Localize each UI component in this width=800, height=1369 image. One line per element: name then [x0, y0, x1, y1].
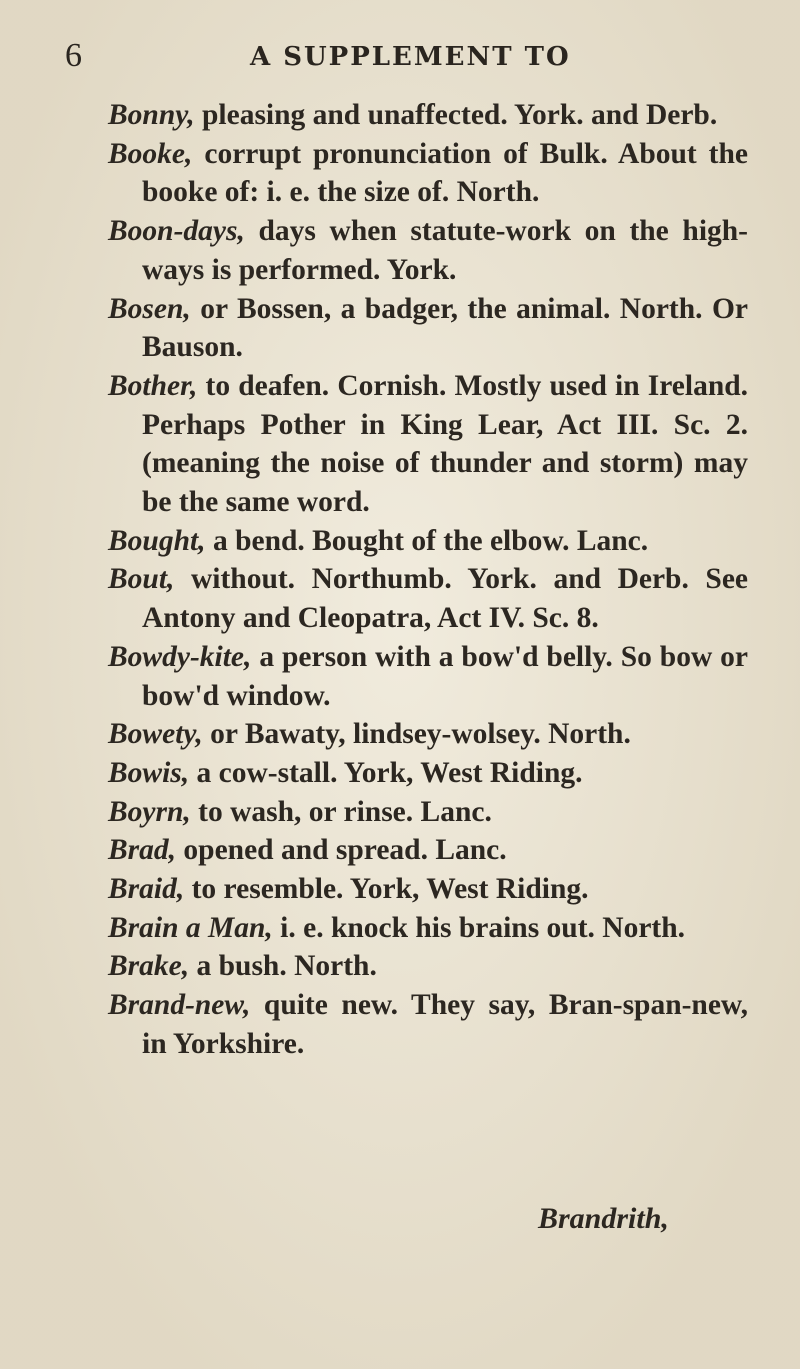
glossary-entry — [108, 947, 748, 986]
catchword: Brandrith, — [538, 1202, 669, 1235]
entry-headword: Bowis, — [108, 756, 190, 789]
glossary-entry — [108, 986, 748, 1063]
glossary-entry — [108, 560, 748, 637]
entry-headword: Brain a Man, — [108, 911, 273, 944]
entry-headword: Boon-days, — [108, 215, 245, 248]
running-head: A SUPPLEMENT TO — [250, 42, 571, 72]
glossary-entry — [108, 522, 748, 561]
glossary-entries — [108, 96, 748, 1064]
entry-definition: to resemble. York, West Riding. — [191, 873, 589, 906]
entry-definition: a bend. Bought of the elbow. Lanc. — [212, 524, 649, 557]
entry-headword: Bosen, — [108, 292, 191, 325]
glossary-entry — [108, 870, 748, 909]
entry-headword: Booke, — [108, 137, 193, 170]
glossary-entry — [108, 754, 748, 793]
entry-headword: Bowdy-kite, — [108, 640, 252, 673]
entry-definition: a cow-stall. York, West Riding. — [196, 756, 583, 789]
entry-definition: or Bawaty, lindsey-wolsey. North. — [210, 718, 631, 751]
entry-definition: to wash, or rinse. Lanc. — [198, 795, 492, 828]
glossary-entry — [108, 793, 748, 832]
entry-definition: without. Northumb. York. and Derb. See Antony and Cleopatra, Act IV. Sc. 8. — [142, 563, 748, 635]
entry-definition: opened and spread. Lanc. — [183, 834, 507, 867]
entry-definition: a person with a bow'd belly. So bow or bow'd window. — [142, 640, 749, 712]
glossary-entry — [108, 909, 748, 948]
entry-headword: Brand-new, — [108, 989, 251, 1022]
glossary-entry — [108, 135, 748, 212]
entry-headword: Bother, — [108, 369, 198, 402]
entry-definition: corrupt pronunciation of Bulk. About the booke of: i. e. the size of. North. — [142, 137, 749, 209]
glossary-entry — [108, 367, 748, 522]
entry-headword: Braid, — [108, 873, 185, 906]
entry-headword: Bout, — [108, 563, 175, 596]
entry-headword: Bowety, — [108, 718, 203, 751]
entry-headword: Boyrn, — [108, 795, 191, 828]
entry-headword: Brad, — [108, 834, 177, 867]
glossary-entry — [108, 290, 748, 367]
glossary-entry — [108, 831, 748, 870]
entry-definition: quite new. They say, Bran-span-new, in Yorkshire. — [142, 989, 748, 1060]
glossary-entry — [108, 638, 748, 715]
entry-definition: i. e. knock his brains out. North. — [280, 911, 686, 944]
page-header — [0, 36, 800, 76]
entry-definition: pleasing and unaffected. York. and Derb. — [202, 99, 718, 131]
page-number: 6 — [65, 37, 82, 74]
entry-headword: Brake, — [108, 950, 190, 983]
glossary-entry — [108, 96, 748, 135]
glossary-entry — [108, 212, 748, 289]
entry-headword: Bought, — [108, 524, 206, 557]
entry-definition: to deafen. Cornish. Mostly used in Ireland. Perhaps Pother in King Lear, Act III. Sc. 2. (meaning the noise of thunder and storm) may be the same word. — [142, 369, 749, 519]
glossary-entry — [108, 715, 748, 754]
entry-headword: Bonny, — [108, 99, 195, 131]
entry-definition: or Bossen, a badger, the animal. North. Or Bauson. — [142, 292, 748, 364]
entry-definition: a bush. North. — [196, 950, 377, 983]
entry-definition: days when statute-work on the high-ways is performed. York. — [142, 215, 748, 286]
